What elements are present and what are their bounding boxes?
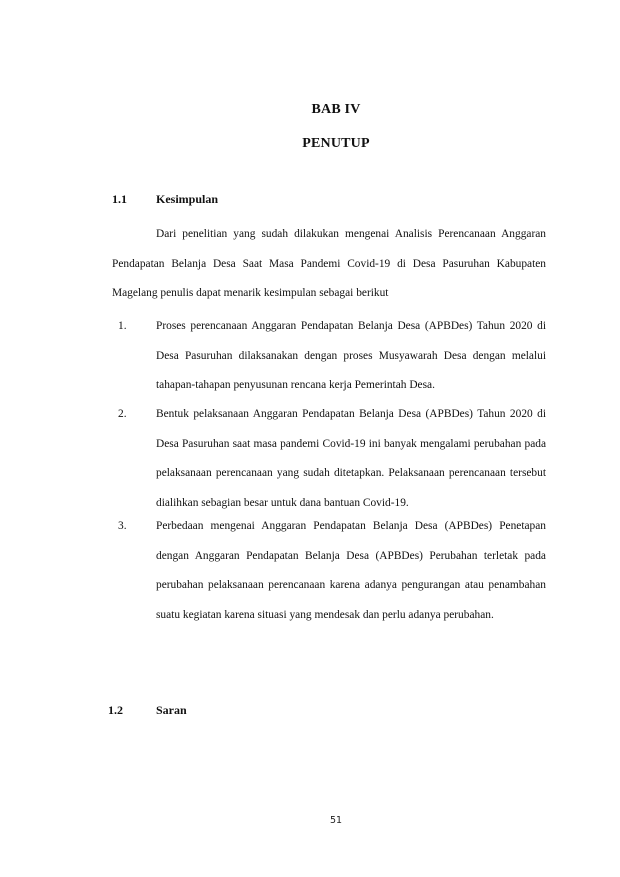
chapter-number: BAB IV (311, 102, 361, 117)
conclusion-intro-paragraph: Dari penelitian yang sudah dilakukan mengenai Analisis Perencanaan Anggaran Pendapatan Belanja Desa Saat Masa Pandemi Covid-19 di Desa Pasuruhan Kabupaten Magelang penulis dapat menarik kesimpulan sebagai berikut (112, 228, 546, 299)
list-item-text: Proses perencanaan Anggaran Pendapatan Belanja Desa (APBDes) Tahun 2020 di Desa Pasuruhan dilaksanakan dengan proses Musyawarah Desa dengan melalui tahapan-tahapan penyusunan rencana kerja Pemerintah Desa. (156, 320, 546, 391)
section-title: Kesimpulan (156, 192, 219, 206)
list-item-text: Perbedaan mengenai Anggaran Pendapatan Belanja Desa (APBDes) Penetapan dengan Anggaran Pendapatan Belanja Desa (APBDes) Perubahan terletak pada perubahan pelaksanaan perencanaan karena adanya pengurangan atau penambahan suatu kegiatan karena situasi yang mendesak dan perlu adanya perubahan. (156, 520, 546, 621)
list-marker: 3. (118, 520, 127, 532)
conclusion-list-item (112, 400, 546, 518)
page-number: 51 (329, 815, 343, 826)
conclusion-list-item (112, 512, 546, 630)
section-title: Saran (156, 703, 187, 717)
chapter-title: PENUTUP (302, 136, 370, 151)
section-number: 1.1 (112, 192, 127, 206)
list-item-text: Bentuk pelaksanaan Anggaran Pendapatan Belanja Desa (APBDes) Tahun 2020 di Desa Pasuruhan saat masa pandemi Covid-19 ini banyak mengalami perubahan pada pelaksanaan perencanaan yang sudah ditetapkan. Pelaksanaan perencanaan tersebut dialihkan sebagian besar untuk dana bantuan Covid-19. (156, 408, 546, 509)
conclusion-list-item (112, 312, 546, 401)
list-marker: 1. (118, 320, 127, 332)
list-marker: 2. (118, 408, 127, 420)
section-number: 1.2 (108, 703, 123, 717)
